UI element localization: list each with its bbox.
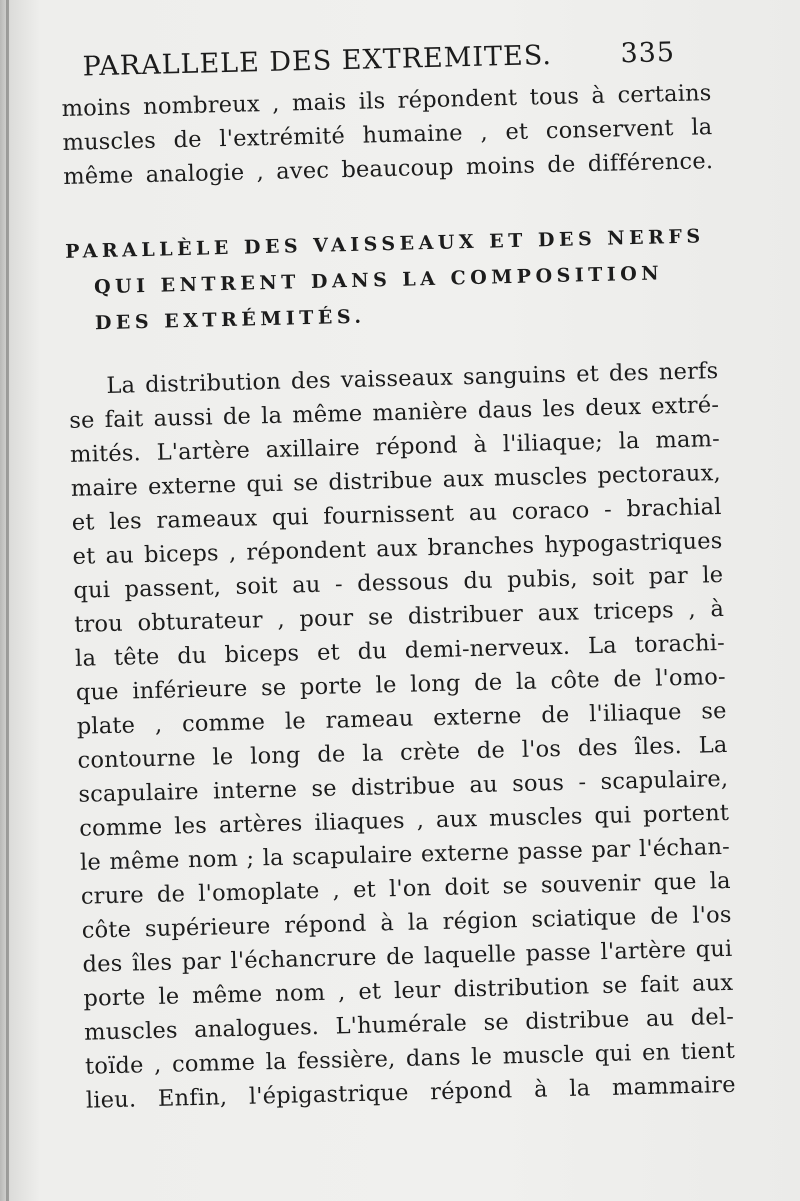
text-line: même analogie , avec beaucoup moins de différence. (63, 148, 714, 190)
text-line: comme les artères iliaques , aux muscles qui portent (78, 799, 730, 842)
page-gutter (6, 0, 9, 1201)
text-block (60, 24, 736, 1118)
intro-paragraph (61, 76, 713, 194)
text-line: le même nom ; la scapulaire externe passe par l'échan- (79, 833, 731, 876)
heading-line: PARALLÈLE DES VAISSEAUX ET DES NERFS (64, 225, 705, 263)
page-number: 335 (620, 36, 676, 70)
heading-line: QUI ENTRENT DANS LA COMPOSITION (93, 262, 664, 299)
text-line: et les rameaux qui fournissent au coraco - brachial (71, 493, 722, 536)
text-line: se fait aussi de la même manière daus les deux extré- (68, 392, 720, 434)
text-line: scapulaire interne se distribue au sous - scapulaire, (78, 765, 729, 808)
text-line: toïde , comme la fessière, dans le muscle qui en tient (84, 1037, 736, 1080)
text-line: contourne le long de la crète de l'os des îles. La (77, 731, 728, 774)
text-line: muscles analogues. L'humérale se distribue au del- (83, 1003, 735, 1046)
text-line: que inférieure se porte le long de la côte de l'omo- (75, 663, 727, 706)
text-line: lieu. Enfin, l'épigastrique répond à la mammaire (85, 1071, 737, 1114)
text-line: la tête du biceps et du demi-nerveux. La torachi- (74, 629, 726, 672)
text-line: mités. L'artère axillaire répond à l'iliaque; la mam- (69, 425, 721, 468)
text-line: qui passent, soit au - dessous du pubis, soit par le (73, 561, 724, 604)
text-line: plate , comme le rameau externe de l'iliaque se (76, 697, 727, 740)
text-line: moins nombreux , mais ils répondent tous à certains (61, 80, 712, 122)
text-line: porte le même nom , et leur distribution se fait aux (83, 969, 734, 1012)
section-heading (65, 218, 717, 342)
text-line: crure de l'omoplate , et l'on doit se souvenir que la (80, 867, 732, 910)
text-line: des îles par l'échancrure de laquelle passe l'artère qui (82, 935, 733, 978)
text-line: côte supérieure répond à la région sciatique de l'os (81, 901, 732, 944)
text-line: et au biceps , répondent aux branches hypogastriques (72, 527, 723, 570)
text-line: La distribution des vaisseaux sanguins et des nerfs (106, 358, 719, 399)
running-head-title: PARALLELE DES EXTREMITES. (82, 39, 553, 83)
text-line: trou obturateur , pour se distribuer aux triceps , à (73, 595, 725, 638)
heading-line: DES EXTRÉMITÉS. (94, 305, 366, 335)
body-paragraph (68, 354, 736, 1118)
text-line: muscles de l'extrémité humaine , et conservent la (62, 114, 713, 156)
text-line: maire externe qui se distribue aux muscles pectoraux, (70, 459, 722, 502)
